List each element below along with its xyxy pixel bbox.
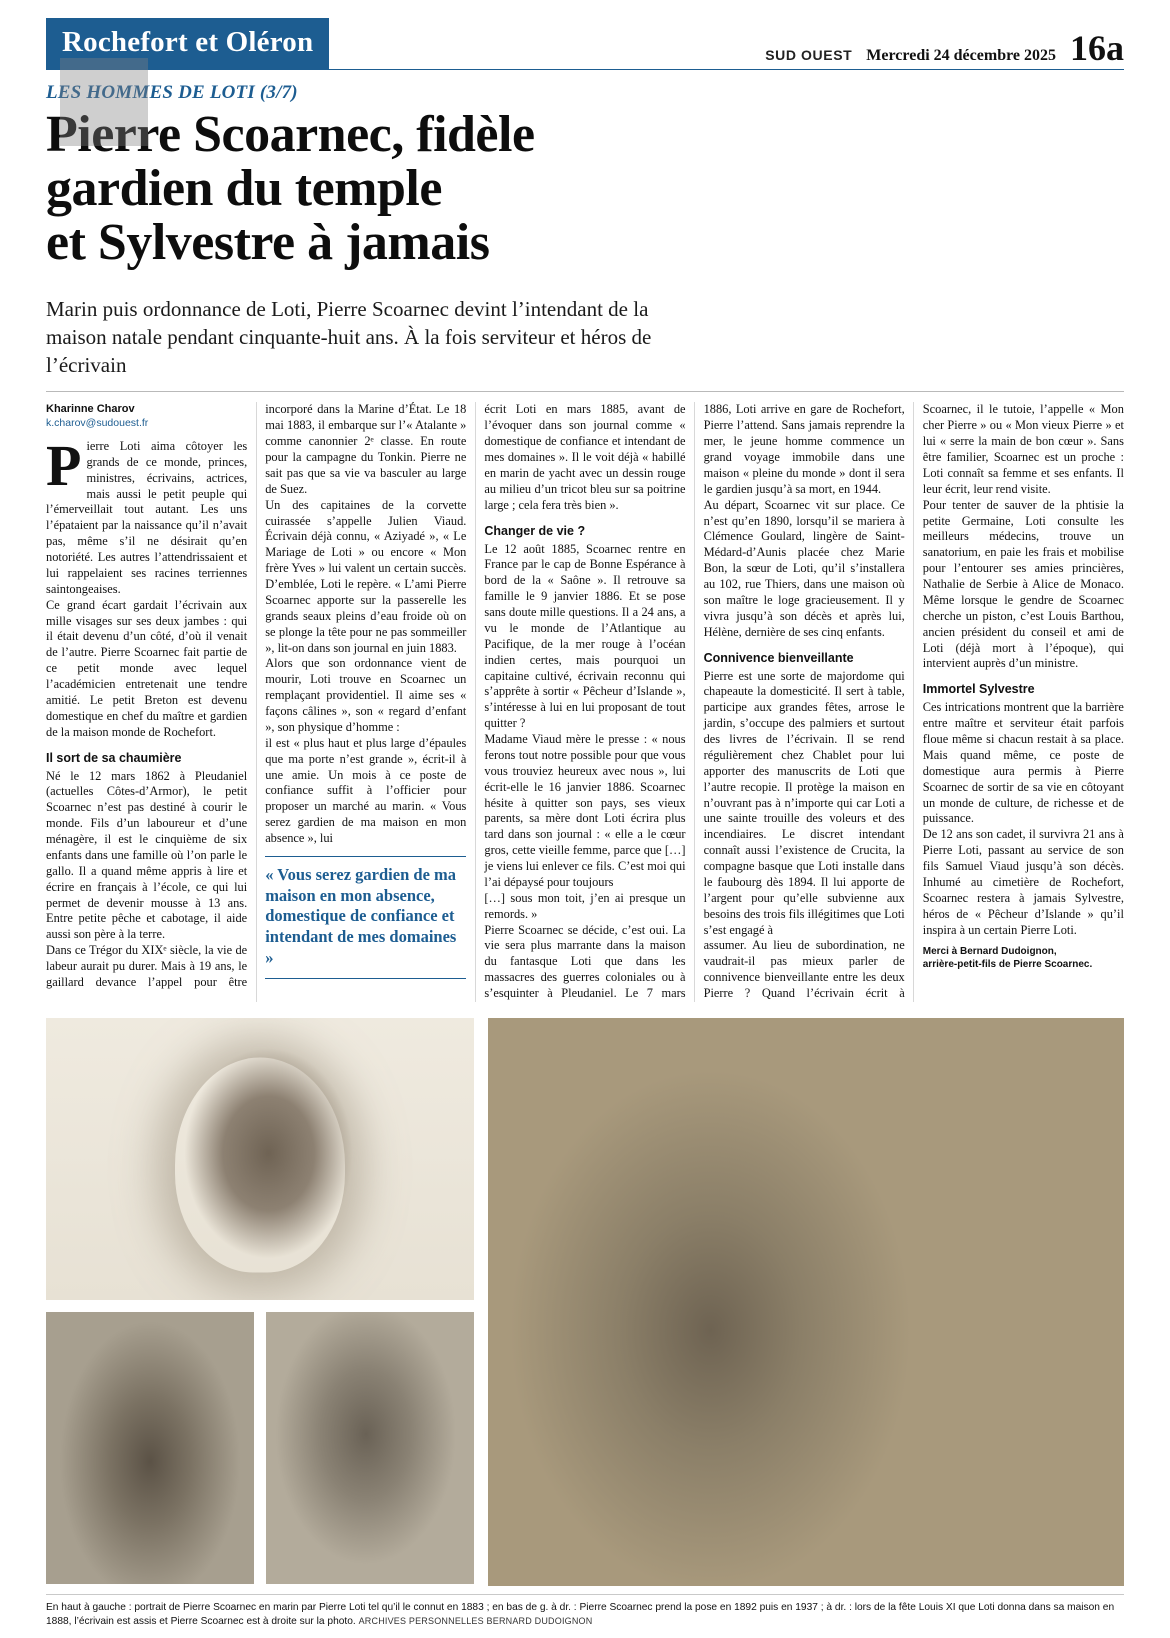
photo-gallery <box>46 1018 1124 1586</box>
subheading: Immortel Sylvestre <box>922 682 1035 697</box>
headline-line-2: gardien du temple <box>46 160 442 218</box>
caption-line-1: En haut à gauche : portrait de Pierre Scoarnec en marin par Pierre Loti tel qu’il le connut en 1883 ; en bas de g. à dr. : Pierre Scoarnec prend la pose en 1892 puis en 1937 ; <box>46 1601 824 1613</box>
drop-cap: P <box>46 432 82 498</box>
paragraph: Ce grand écart gardait l’écrivain aux mille visages sur ses deux jambes : qui il était devenu d’un côté, d’où il venait de l’autre. Pierre Scoarnec fait partie de ce petit monde avec lequel l’académicien entretenait une tendre amitié. Le petit Breton est devenu domestique en chef du maître et gardien de la maison monde de Rochefort. <box>46 597 248 739</box>
article-kicker: LES HOMMES DE LOTI (3/7) <box>46 82 298 103</box>
caption-line-2: à dr. : lors de la fête Louis XI que Loti donna dans sa maison en 1888, l’écrivain est assis et Pierre Scoarnec est à droite sur la photo. <box>46 1601 1115 1627</box>
paragraph: Pierre Scoarnec se décide, c’est oui. La vie sera plus marrante dans la maison du fantasque Loti que dans les massacres des guerres coloniales ou à s’esquinter à Pleudaniel. Le 7 mars 1886, Loti arrive en gare de Rochefort, Pierre l’attend. Sans jamais reprendre la mer, le jeune homme commence un grand voyage immobile dans une maison « pleine du monde » dont il sera le gardien jusqu’à sa mort, en 1944. <box>484 402 905 1001</box>
page-title <box>46 108 1124 270</box>
paragraph: Alors que son ordonnance vient de mourir, Loti trouve en Scoarnec un remplaçant providentiel. Il aime ses « façons câlines », son « regard d’enfant », son physique d’homme : <box>265 656 467 734</box>
paragraph: Au départ, Scoarnec vit sur place. Ce n’est qu’en 1890, lorsqu’il se mariera à Clémence Goulard, lingère de Saint-Médard-d’Aunis placée chez Marie Bon, la sœur de Loti, qu’il s’installera au 102, rue Thiers, dans une maison où son maître le loge gracieusement. Il y vivra jusqu’à son décès et après lui, Hélène, dernière de ses cinq enfants. <box>703 497 905 639</box>
headline-line-3: et Sylvestre à jamais <box>46 214 490 272</box>
masthead-rule <box>46 69 1124 70</box>
paragraph <box>46 432 248 598</box>
headline-line-1: Pierre Scoarnec, fidèle <box>46 106 535 163</box>
masthead <box>46 18 1124 69</box>
paragraph: Un des capitaines de la corvette cuirassée s’appelle Julien Viaud. Écrivain déjà connu, « Aziyadé », « Le Mariage de Loti » ou encore « Mon frère Yves » lui valent un certain succès. D’emblée, Loti le repère. « L’ami Pierre Scoarnec apporte sur la passerelle les grands seaux pleins d’eau froide où on se plonge la tête pour ne pas sommeiller », lit-on dans son journal en juin 1883. <box>265 497 467 655</box>
photo-scoarnec-1937 <box>266 1312 474 1584</box>
masthead-right <box>765 28 1124 69</box>
paragraph-text: ierre Loti aima côtoyer les grands de ce monde, princes, ministres, écrivains, actrices, mais aussi le petit peuple qui l’émerveillait tout autant. Les uns l’épataient par la naissance qu’il n’avait pas, même s’il ne désirait qu’en notoriété. Les autres l’attendrissaient et lui rappelaient ses racines terriennes saintongeaises. <box>46 438 248 596</box>
photo-right-column <box>488 1018 1124 1586</box>
subheading: Il sort de sa chaumière <box>46 750 182 765</box>
pull-quote: « Vous serez gardien de ma maison en mon absence, domestique de confiance et intendant de mes domaines » <box>265 856 466 979</box>
paragraph: Pour tenter de sauver de la phtisie la petite Germaine, Loti consulte les meilleurs médecins, trouve un sanatorium, en paie les frais et mobilise pour l’entourer ses amies princières, Nathalie de Serbie à Alice de Monaco. Même lorsque le gendre de Scoarnec cherche un piston, c’est Louis Barthou, ancien président du conseil et ami de Loti (déjà mort à l’époque), qui intervient auprès d’un ministre. <box>922 497 1124 671</box>
photo-pair <box>46 1312 474 1584</box>
page-number: 16a <box>1070 28 1124 68</box>
paragraph: […] sous mon toit, j’en ai presque un remords. » <box>484 890 686 921</box>
paragraph: Né le 12 mars 1862 à Pleudaniel (actuelles Côtes-d’Armor), le petit Scoarnec n’est pas destiné à courir le monde. Fils d’un laboureur et d’une ménagère, il est le cinquième de six enfants dans une famille où l’on parle le gallo. Il a quand même appris à lire et écrire en français à l’école, ce qui lui permet de devenir mousse à 13 ans. Entre petite pêche et cabotage, il aide aussi son père à la terre. <box>46 768 248 942</box>
standfirst-rule <box>46 391 1124 392</box>
photo-left-column <box>46 1018 474 1584</box>
paragraph: écrit Loti en mars 1885, avant de l’évoquer dans son journal comme « domestique de confiance et intendant de mes domaines ». Il le voit déjà « habillé en marin de yacht avec un dessin rouge au milieu d’un tricot bleu sur sa poitrine large ; cela fera très bien ». <box>484 402 686 512</box>
paragraph: assumer. Au lieu de subordination, ne vaudrait-il pas mieux parler de connivence bienveillante entre les deux Pierre ? Quand l’écrivain écrit à Scoarnec, il le tutoie, l’appelle « Mon cher Pierre » ou « Mon vieux Pierre » et lui « serre la main de bon cœur ». Sans être familier, Scoarnec est un proche : Loti connaît sa femme et ses enfants. Il leur écrit, leur rend visite. <box>703 402 1124 1001</box>
paragraph: Madame Viaud mère le presse : « nous ferons tout notre possible pour que vous vous trouviez heureux avec nous », lui écrit-elle le 16 janvier 1886. Scoarnec hésite à quitter son pays, ses vieux parents, sa mère dont Loti écrira plus tard dans son journal : « elle a le cœur gros, cette vieille femme, parce que […] je viens lui enlever ce fils. C’est moi qui l’ai dépaysé pour toujours <box>484 732 686 889</box>
subheading: Connivence bienveillante <box>703 650 854 665</box>
photo-scoarnec-1892 <box>46 1312 254 1584</box>
photo-caption <box>46 1594 1124 1629</box>
byline-email[interactable]: k.charov@sudouest.fr <box>46 417 149 430</box>
paragraph: De 12 ans son cadet, il survivra 21 ans à Pierre Loti, passant au service de son fils Samuel Viaud jusqu’à son décès. Inhumé au cimetière de Rochefort, Scoarnec restera à jamais Sylvestre, héros de « Pêcheur d’Islande » qu’il inspira à un certain Pierre Loti. <box>922 827 1124 937</box>
acknowledgement-line-2: arrière-petit-fils de Pierre Scoarnec. <box>922 958 1093 970</box>
publication-date: Mercredi 24 décembre 2025 <box>866 47 1056 64</box>
paragraph: Le 12 août 1885, Scoarnec rentre en France par le cap de Bonne Espérance à bord de la « Saône ». Il retrouve sa famille le 9 janvier 1886. Et se pose sans doute mille questions. Il a 24 ans, a vu le monde de l’Atlantique au Pacifique, de la mer rouge à l’océan indien certes, mais pourquoi un capitaine cultivé, écrivain reconnu qui s’apprête à sortir « Pêcheur d’Islande », s’intéresse à lui en lui proposant de tout quitter ? <box>484 541 686 731</box>
article-body <box>46 402 1124 1002</box>
byline-author: Kharinne Charov <box>46 403 135 416</box>
photo-scoarnec-drawing-1883 <box>46 1018 474 1300</box>
paper-name: SUD OUEST <box>765 47 853 63</box>
photo-fete-louis-xi-1888 <box>488 1018 1124 1586</box>
paragraph: Ces intrications montrent que la barrière entre maître et serviteur était parfois floue même si chacun restait à sa place. Mais quand même, ce poste de domestique aura permis à Pierre Scoarnec de sortir de sa vie en côtoyant un monde de culture, de richesse et de puissance. <box>922 700 1124 826</box>
acknowledgement-line-1: Merci à Bernard Dudoignon, <box>922 946 1057 958</box>
paragraph: Pierre est une sorte de majordome qui chapeaute la domesticité. Il sert à table, participe aux grandes fêtes, arrose le jardin, s’occupe des palmiers et surtout des livres de l’écrivain. Il se rend régulièrement chez Chablet pour lui apporter des manuscrits de Loti que l’autre recopie. Il protège la maison en n’ouvrant pas à n’importe qui car Loti a une sainte trouille des voleurs et des incendiaires. Le discret intendant connaît aussi l’existence de Crucita, la compagne basque que Loti installe dans le faubourg dès 1894. Il lui apporte de l’argent pour qu’elle subvienne aux besoins des trois fils illégitimes que Loti s’est engagé à <box>703 668 905 937</box>
paragraph: Dans ce Trégor du XIXᵉ siècle, la vie de labeur aurait pu durer. Mais à 19 ans, le gaillard devance l’appel pour être incorporé dans la Marine d’État. Le 18 mai 1883, il embarque sur l’« Atalante » comme canonnier 2ᵉ classe. En route pour la campagne du Tonkin. Pierre ne sait pas que sa vie va basculer au large de Suez. <box>46 402 467 989</box>
subheading: Changer de vie ? <box>484 523 586 538</box>
drawing-face <box>175 1057 345 1272</box>
paragraph: il est « plus haut et plus large d’épaules que ma porte n’est grande », écrit-il à une amie. Un mois à ce poste de confiance suffit à l’officier pour proposer un marché au marin. « Vous serez gardien de ma maison en mon absence », lui <box>265 735 467 846</box>
caption-archives-credit: ARCHIVES PERSONNELLES BERNARD DUDOIGNON <box>358 1615 593 1626</box>
section-title: Rochefort et Oléron <box>46 18 329 69</box>
article-standfirst: Marin puis ordonnance de Loti, Pierre Scoarnec devint l’intendant de la maison natale pendant cinquante-huit ans. À la fois serviteur et héros de l’écrivain <box>46 297 652 377</box>
